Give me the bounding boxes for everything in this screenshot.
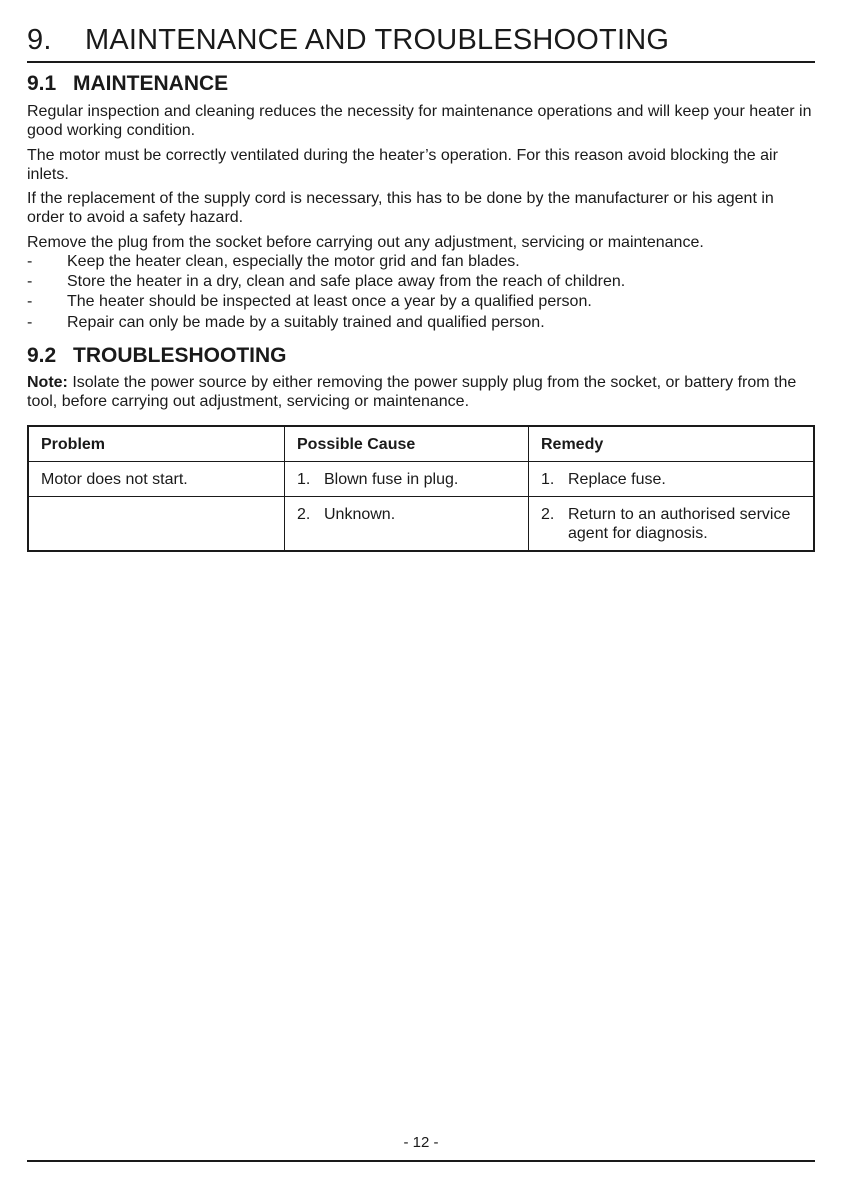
footer-divider — [27, 1160, 815, 1162]
maintenance-paragraph: The motor must be correctly ventilated during the heater’s operation. For this reason avoid blocking the air inlets. — [27, 147, 778, 183]
bullet-marker: - — [27, 314, 33, 331]
column-header: Possible Cause — [285, 426, 529, 462]
maintenance-bullet — [27, 313, 815, 332]
chapter-title: MAINTENANCE AND TROUBLESHOOTING — [85, 24, 670, 56]
troubleshooting-title: TROUBLESHOOTING — [73, 344, 287, 367]
note-text: Isolate the power source by either removing the power supply plug from the socket, or battery from the tool, before carrying out adjustment, servicing or maintenance. — [27, 374, 797, 410]
chapter-heading — [27, 24, 815, 63]
bullet-marker: - — [27, 293, 33, 310]
remedy-text: Replace fuse. — [568, 471, 666, 488]
cause-text: Blown fuse in plug. — [324, 471, 459, 488]
maintenance-bullet — [27, 252, 815, 271]
troubleshooting-heading — [27, 344, 287, 368]
table-row — [28, 497, 814, 552]
bullet-marker: - — [27, 253, 33, 270]
chapter-number: 9. — [27, 24, 52, 56]
cause-text: Unknown. — [324, 506, 396, 523]
bullet-marker: - — [27, 273, 33, 290]
remedy-text: Return to an authorised service agent for diagnosis. — [568, 506, 791, 542]
bullet-text: Repair can only be made by a suitably trained and qualified person. — [67, 314, 545, 331]
column-header: Remedy — [529, 426, 815, 462]
maintenance-paragraph: If the replacement of the supply cord is necessary, this has to be done by the manufacturer or his agent in order to avoid a safety hazard. — [27, 190, 774, 226]
troubleshooting-number: 9.2 — [27, 344, 57, 367]
column-header: Problem — [28, 426, 285, 462]
cause-cell — [285, 462, 529, 497]
maintenance-paragraph: Remove the plug from the socket before carrying out any adjustment, servicing or maintenance. — [27, 234, 704, 251]
maintenance-number: 9.1 — [27, 72, 57, 95]
bullet-text: Keep the heater clean, especially the motor grid and fan blades. — [67, 253, 520, 270]
cause-cell — [285, 497, 529, 552]
table-header-row — [28, 426, 814, 462]
remedy-cell — [529, 497, 815, 552]
note-label: Note: — [27, 374, 68, 391]
maintenance-bullet — [27, 292, 815, 311]
table-row — [28, 462, 814, 497]
bullet-text: Store the heater in a dry, clean and safe place away from the reach of children. — [67, 273, 626, 290]
troubleshooting-note — [27, 373, 815, 411]
remedy-number: 1. — [541, 471, 555, 488]
remedy-number: 2. — [541, 506, 555, 523]
cause-number: 2. — [297, 506, 311, 523]
maintenance-title: MAINTENANCE — [73, 72, 229, 95]
problem-cell — [28, 497, 285, 552]
maintenance-paragraph: Regular inspection and cleaning reduces the necessity for maintenance operations and will keep your heater in good working condition. — [27, 103, 812, 139]
maintenance-heading — [27, 72, 228, 96]
remedy-cell — [529, 462, 815, 497]
page-number: - 12 - — [403, 1134, 439, 1151]
cause-number: 1. — [297, 471, 311, 488]
troubleshooting-table — [27, 425, 815, 552]
problem-cell: Motor does not start. — [28, 462, 285, 497]
bullet-text: The heater should be inspected at least once a year by a qualified person. — [67, 293, 592, 310]
maintenance-bullet — [27, 272, 815, 291]
